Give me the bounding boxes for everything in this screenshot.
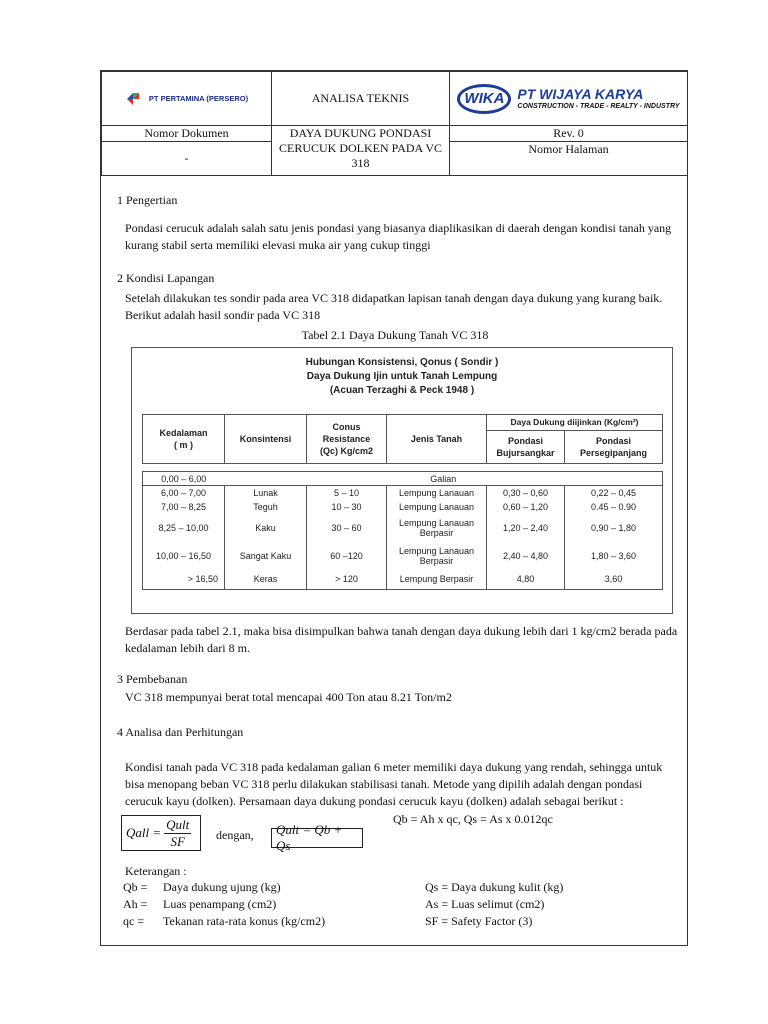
formula-qall-lhs: Qall =	[126, 825, 162, 840]
cell-bujursangkar: 4,80	[487, 570, 565, 590]
cell-konsistensi: Kaku	[225, 514, 307, 542]
section-3-title: 3 Pembebanan	[117, 672, 188, 686]
sondir-title-3: (Acuan Terzaghi & Peck 1948 )	[329, 385, 475, 396]
section-2-text: Setelah dilakukan tes sondir pada area VC 318 didapatkan lapisan tanah dengan daya dukung yang kurang baik. Berikut adalah hasil sondir pada VC 318	[125, 291, 663, 322]
table-row	[143, 486, 663, 500]
formula-qb-qs: Qb = Ah x qc, Qs = As x 0.012qc	[393, 812, 553, 826]
formula-qall	[121, 815, 201, 851]
formula-qall-denominator: SF	[170, 833, 185, 849]
cell-depth: 0,00 – 6,00	[143, 472, 225, 486]
cell-bujursangkar: 0,60 – 1,20	[487, 500, 565, 514]
cell-konsistensi: Lunak	[225, 486, 307, 500]
header-jenis-tanah: Jenis Tanah	[387, 415, 487, 464]
formula-qult: Qult = Qb + Qs	[271, 828, 363, 848]
table-row	[143, 514, 663, 542]
section-4-text: Kondisi tanah pada VC 318 pada kedalaman galian 6 meter memiliki daya dukung yang rendah, sehingga untuk bisa menopang beban VC 318 perlu dilakukan stabilisasi tanah. Metode yang dipilih adalah dengan pondasi cerucuk kayu (dolken). Persamaan daya dukung pondasi cerucuk kayu (dolken) adalah sebagai berikut :	[125, 760, 663, 808]
document-type-title: ANALISA TEKNIS	[272, 72, 450, 126]
cell-jenis: Lempung Lanauan Berpasir	[387, 514, 487, 542]
revision-label: Rev. 0	[450, 126, 688, 142]
cell-jenis: Lempung Lanauan	[387, 486, 487, 500]
section-4-title: 4 Analisa dan Perhitungan	[117, 725, 244, 739]
keterangan-row	[123, 913, 625, 930]
section-2-title: 2 Kondisi Lapangan	[117, 271, 215, 285]
cell-qc: > 120	[307, 570, 387, 590]
pertamina-logo-text: PT PERTAMINA (PERSERO)	[148, 94, 249, 103]
cell-bujursangkar: 1,20 – 2,40	[487, 514, 565, 542]
keterangan-symbol: Qb =	[123, 880, 148, 894]
sondir-table	[142, 414, 663, 590]
cell-depth: 7,00 – 8,25	[143, 500, 225, 514]
keterangan-desc: Tekanan rata-rata konus (kg/cm2)	[163, 914, 326, 928]
sondir-table-image	[131, 347, 673, 614]
cell-persegipanjang: 3,60	[565, 570, 663, 590]
cell-depth: 6,00 – 7,00	[143, 486, 225, 500]
header-bujursangkar: Pondasi Bujursangkar	[487, 430, 565, 463]
header-konsistensi: Konsintensi	[225, 415, 307, 464]
cell-qc: 30 – 60	[307, 514, 387, 542]
wika-logo: WIKA	[457, 84, 511, 114]
formula-qall-numerator: Qult	[166, 816, 190, 832]
cell-bujursangkar: 2,40 – 4,80	[487, 542, 565, 570]
cell-konsistensi: Teguh	[225, 500, 307, 514]
cell-bujursangkar: 0,30 – 0,60	[487, 486, 565, 500]
table-caption: Tabel 2.1 Daya Dukung Tanah VC 318	[301, 328, 489, 342]
section-1-title: 1 Pengertian	[117, 193, 178, 207]
cell-persegipanjang: 0,22 – 0,45	[565, 486, 663, 500]
keterangan-row	[123, 896, 625, 913]
header-persegipanjang: Pondasi Persegipanjang	[565, 430, 663, 463]
wika-company-name: PT WIJAYA KARYA	[517, 85, 644, 102]
page-number-label: Nomor Halaman	[450, 142, 688, 176]
document-header	[101, 71, 688, 176]
cell-depth: > 16,50	[143, 570, 225, 590]
doc-number-label: Nomor Dokumen	[102, 126, 272, 142]
keterangan-row	[123, 879, 625, 896]
cell-depth: 10,00 – 16,50	[143, 542, 225, 570]
table-row	[143, 570, 663, 590]
cell-jenis: Galian	[225, 472, 663, 486]
doc-number-value: -	[102, 142, 272, 176]
keterangan-symbol: Ah =	[123, 897, 148, 911]
sondir-title-2: Daya Dukung Ijin untuk Tanah Lempung	[306, 371, 498, 382]
header-conus: Conus Resistance (Qc) Kg/cm2	[307, 415, 387, 464]
keterangan-right: SF = Safety Factor (3)	[425, 914, 533, 928]
keterangan-table	[123, 879, 625, 930]
keterangan-title: Keterangan :	[125, 864, 187, 878]
section-1-text: Pondasi cerucuk adalah salah satu jenis pondasi yang biasanya diaplikasikan di daerah dengan kondisi tanah yang kurang stabil serta memiliki elevasi muka air yang cukup tinggi	[125, 221, 672, 252]
pertamina-logo-icon	[125, 89, 145, 109]
pertamina-logo-cell	[102, 72, 272, 126]
cell-depth: 8,25 – 10,00	[143, 514, 225, 542]
cell-jenis: Lempung Lanauan Berpasir	[387, 542, 487, 570]
cell-persegipanjang: 0.45 – 0.90	[565, 500, 663, 514]
formula-connector: dengan,	[216, 828, 254, 842]
section-2-conclusion: Berdasar pada tabel 2.1, maka bisa disimpulkan bahwa tanah dengan daya dukung lebih dari 1 kg/cm2 berada pada kedalaman lebih dari 8 m.	[125, 624, 678, 655]
cell-persegipanjang: 0,90 – 1,80	[565, 514, 663, 542]
table-row	[143, 472, 663, 486]
section-3-text: VC 318 mempunyai berat total mencapai 400 Ton atau 8.21 Ton/m2	[125, 690, 452, 704]
cell-qc: 60 –120	[307, 542, 387, 570]
doc-subject: DAYA DUKUNG PONDASI CERUCUK DOLKEN PADA VC 318	[272, 126, 450, 176]
cell-jenis: Lempung Lanauan	[387, 500, 487, 514]
header-daya-dukung: Daya Dukung diijinkan (Kg/cm²)	[487, 415, 663, 431]
cell-persegipanjang: 1,80 – 3,60	[565, 542, 663, 570]
keterangan-symbol: qc =	[123, 914, 145, 928]
cell-konsistensi: Sangat Kaku	[225, 542, 307, 570]
keterangan-right: Qs = Daya dukung kulit (kg)	[425, 880, 564, 894]
document-frame	[100, 70, 688, 946]
table-row	[143, 500, 663, 514]
keterangan-desc: Daya dukung ujung (kg)	[163, 880, 281, 894]
cell-qc: 10 – 30	[307, 500, 387, 514]
keterangan-right: As = Luas selimut (cm2)	[425, 897, 545, 911]
cell-jenis: Lempung Berpasir	[387, 570, 487, 590]
sondir-title-1: Hubungan Konsistensi, Qonus ( Sondir )	[305, 357, 499, 368]
wika-logo-cell	[450, 72, 688, 126]
cell-qc: 5 – 10	[307, 486, 387, 500]
cell-konsistensi: Keras	[225, 570, 307, 590]
table-row	[143, 542, 663, 570]
keterangan-desc: Luas penampang (cm2)	[163, 897, 277, 911]
header-kedalaman: Kedalaman ( m )	[143, 415, 225, 464]
wika-tagline: CONSTRUCTION - TRADE - REALTY - INDUSTRY	[517, 102, 680, 110]
